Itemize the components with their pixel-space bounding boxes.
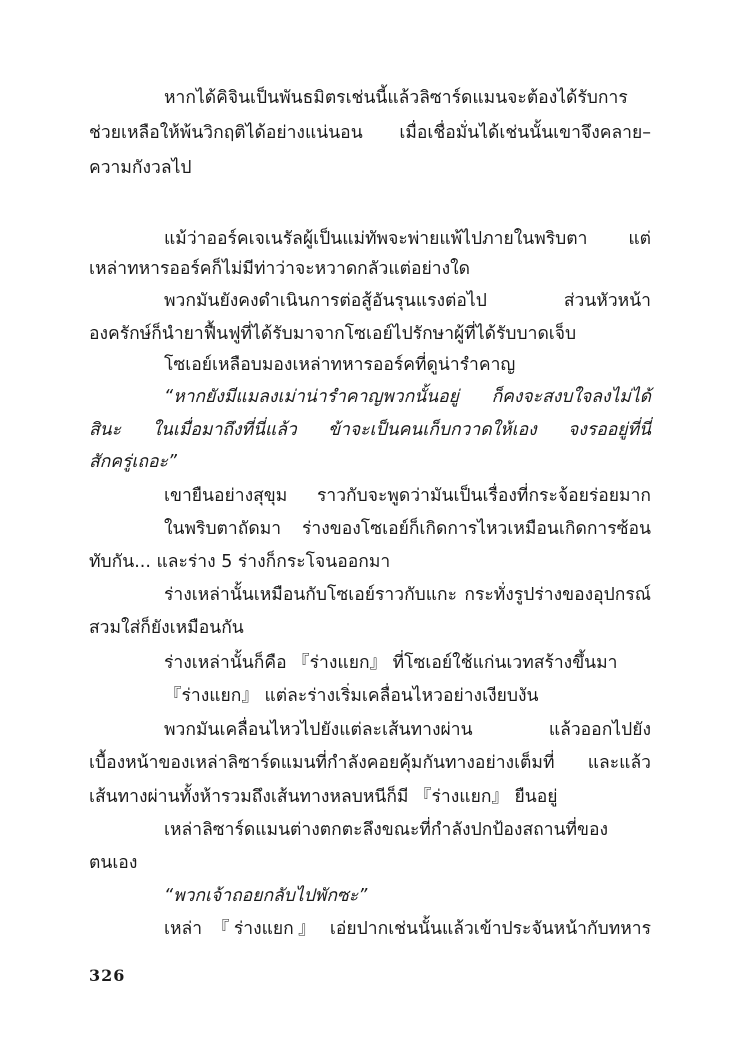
dialogue-line: “พวกเจ้าถอยกลับไปพักซะ” [164, 886, 368, 906]
dialogue-line: “หากยังมีแมลงเม่าน่ารำคาญพวกนั้นอยู่ ก็คงจะสงบใจลงไม่ได้ [164, 387, 651, 407]
text-line: พวกมันยังคงดำเนินการต่อสู้อันรุนแรงต่อไป ส่วนหัวหน้า [164, 291, 651, 311]
text-line: พวกมันเคลื่อนไหวไปยังแต่ละเส้นทางผ่าน แล้วออกไปยัง [164, 720, 651, 740]
text-line: เหล่าทหารออร์คก็ไม่มีท่าว่าจะหวาดกลัวแต่อย่างใด [89, 259, 471, 279]
text-line: สวมใส่ก็ยังเหมือนกัน [89, 618, 244, 638]
dialogue-line: สักครู่เถอะ” [89, 452, 177, 472]
text-line: ความกังวลไป [89, 158, 192, 178]
text-line: ตนเอง [89, 853, 138, 873]
text-line: ในพริบตาถัดมา ร่างของโซเอย์ก็เกิดการไหวเหมือนเกิดการซ้อน [164, 519, 651, 539]
text-line: ทับกัน... และร่าง 5 ร่างก็กระโจนออกมา [89, 552, 391, 572]
text-line: เขายืนอย่างสุขุม ราวกับจะพูดว่ามันเป็นเรื่องที่กระจ้อยร่อยมาก [164, 486, 651, 506]
text-line: เส้นทางผ่านทั้งห้ารวมถึงเส้นทางหลบหนีก็มี 『ร่างแยก』 ยืนอยู่ [89, 787, 558, 807]
text-line: ร่างเหล่านั้นก็คือ 『ร่างแยก』 ที่โซเอย์ใช้แก่นเวทสร้างขึ้นมา [164, 653, 618, 673]
dialogue-line: สินะ ในเมื่อมาถึงที่นี่แล้ว ข้าจะเป็นคนเก็บกวาดให้เอง จงรออยู่ที่นี่ [89, 420, 651, 440]
text-line: เบื้องหน้าของเหล่าลิซาร์ดแมนที่กำลังคอยคุ้มกันทางอย่างเต็มที่ และแล้ว [89, 753, 651, 773]
text-line: โซเอย์เหลือบมองเหล่าทหารออร์คที่ดูน่ารำคาญ [164, 355, 516, 375]
text-line: องครักษ์ก็นำยาฟื้นฟูที่ได้รับมาจากโซเอย์ไปรักษาผู้ที่ได้รับบาดเจ็บ [89, 324, 577, 344]
text-line: หากได้คิจินเป็นพันธมิตรเช่นนี้แล้วลิซาร์ดแมนจะต้องได้รับการ [164, 88, 628, 108]
page-number: 326 [89, 966, 126, 985]
text-line: เหล่าลิซาร์ดแมนต่างตกตะลึงขณะที่กำลังปกป้องสถานที่ของ [164, 820, 609, 840]
text-line: 『ร่างแยก』 แต่ละร่างเริ่มเคลื่อนไหวอย่างเงียบงัน [164, 686, 539, 706]
text-line: แม้ว่าออร์คเจเนรัลผู้เป็นแม่ทัพจะพ่ายแพ้ไปภายในพริบตา แต่ [164, 229, 651, 249]
text-line: ช่วยเหลือให้พ้นวิกฤติได้อย่างแน่นอน เมื่อเชื่อมั่นได้เช่นนั้นเขาจึงคลาย– [89, 123, 651, 143]
text-line: ร่างเหล่านั้นเหมือนกับโซเอย์ราวกับแกะ กระทั่งรูปร่างของอุปกรณ์ [164, 585, 651, 605]
text-line: เหล่า 『ร่างแยก』 เอ่ยปากเช่นนั้นแล้วเข้าประจันหน้ากับทหาร [164, 919, 651, 939]
